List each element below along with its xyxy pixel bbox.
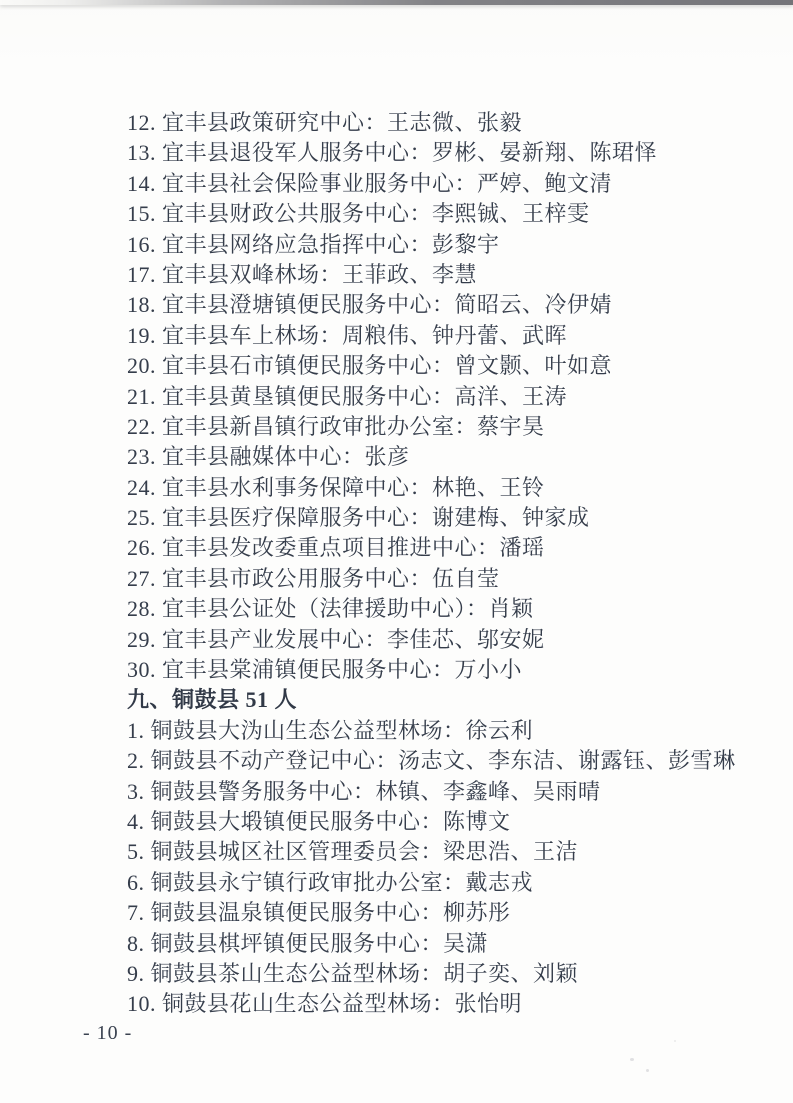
list-item: 6. 铜鼓县永宁镇行政审批办公室：戴志戎 [127, 869, 534, 895]
list-item: 10. 铜鼓县花山生态公益型林场：张怡明 [127, 991, 523, 1017]
list-item: 22. 宜丰县新昌镇行政审批办公室：蔡宇昊 [127, 413, 545, 439]
list-item: 27. 宜丰县市政公用服务中心：伍自莹 [127, 565, 500, 591]
list-item: 25. 宜丰县医疗保障服务中心：谢建梅、钟家成 [127, 505, 590, 531]
list-item: 2. 铜鼓县不动产登记中心：汤志文、李东洁、谢露钰、彭雪琳 [127, 748, 736, 774]
list-item: 24. 宜丰县水利事务保障中心：林艳、王铃 [127, 474, 545, 500]
list-item: 23. 宜丰县融媒体中心：张彦 [127, 444, 410, 470]
list-item: 29. 宜丰县产业发展中心：李佳芯、邬安妮 [127, 626, 545, 652]
list-item: 8. 铜鼓县棋坪镇便民服务中心：吴潇 [127, 930, 489, 956]
list-item: 17. 宜丰县双峰林场：王菲政、李慧 [127, 261, 478, 287]
list-tonggu [127, 716, 767, 1020]
list-item: 20. 宜丰县石市镇便民服务中心：曾文颢、叶如意 [127, 353, 613, 379]
list-item: 14. 宜丰县社会保险事业服务中心：严婷、鲍文清 [127, 170, 613, 196]
scan-speck [630, 1058, 634, 1061]
scan-edge-artifact [0, 0, 793, 5]
list-item: 1. 铜鼓县大沩山生态公益型林场：徐云利 [127, 717, 534, 743]
list-item: 13. 宜丰县退役军人服务中心：罗彬、晏新翔、陈珺怿 [127, 140, 658, 166]
list-item: 30. 宜丰县棠浦镇便民服务中心：万小小 [127, 657, 523, 683]
section-heading-tonggu: 九、铜鼓县 51 人 [127, 687, 298, 713]
list-item: 15. 宜丰县财政公共服务中心：李熙铖、王梓雯 [127, 201, 590, 227]
list-item: 12. 宜丰县政策研究中心：王志微、张毅 [127, 110, 523, 135]
list-item: 4. 铜鼓县大塅镇便民服务中心：陈博文 [127, 808, 511, 834]
list-item: 5. 铜鼓县城区社区管理委员会：梁思浩、王洁 [127, 839, 579, 865]
scan-speck [646, 1069, 649, 1072]
list-item: 7. 铜鼓县温泉镇便民服务中心：柳苏彤 [127, 900, 511, 926]
list-item: 21. 宜丰县黄垦镇便民服务中心：高洋、王涛 [127, 383, 568, 409]
list-item: 9. 铜鼓县茶山生态公益型林场：胡子奕、刘颖 [127, 960, 579, 986]
list-item: 3. 铜鼓县警务服务中心：林镇、李鑫峰、吴雨晴 [127, 778, 601, 804]
document-body [127, 108, 767, 1020]
list-yifeng [127, 108, 767, 685]
page-number: - 10 - [83, 1022, 133, 1044]
list-item: 26. 宜丰县发改委重点项目推进中心：潘瑶 [127, 535, 545, 561]
list-item: 18. 宜丰县澄塘镇便民服务中心：简昭云、冷伊婧 [127, 292, 613, 318]
scan-speck [674, 1040, 676, 1042]
list-item: 16. 宜丰县网络应急指挥中心：彭黎宇 [127, 231, 500, 257]
list-item: 28. 宜丰县公证处（法律援助中心）：肖颖 [127, 596, 534, 622]
list-item: 19. 宜丰县车上林场：周粮伟、钟丹蕾、武晖 [127, 322, 568, 348]
